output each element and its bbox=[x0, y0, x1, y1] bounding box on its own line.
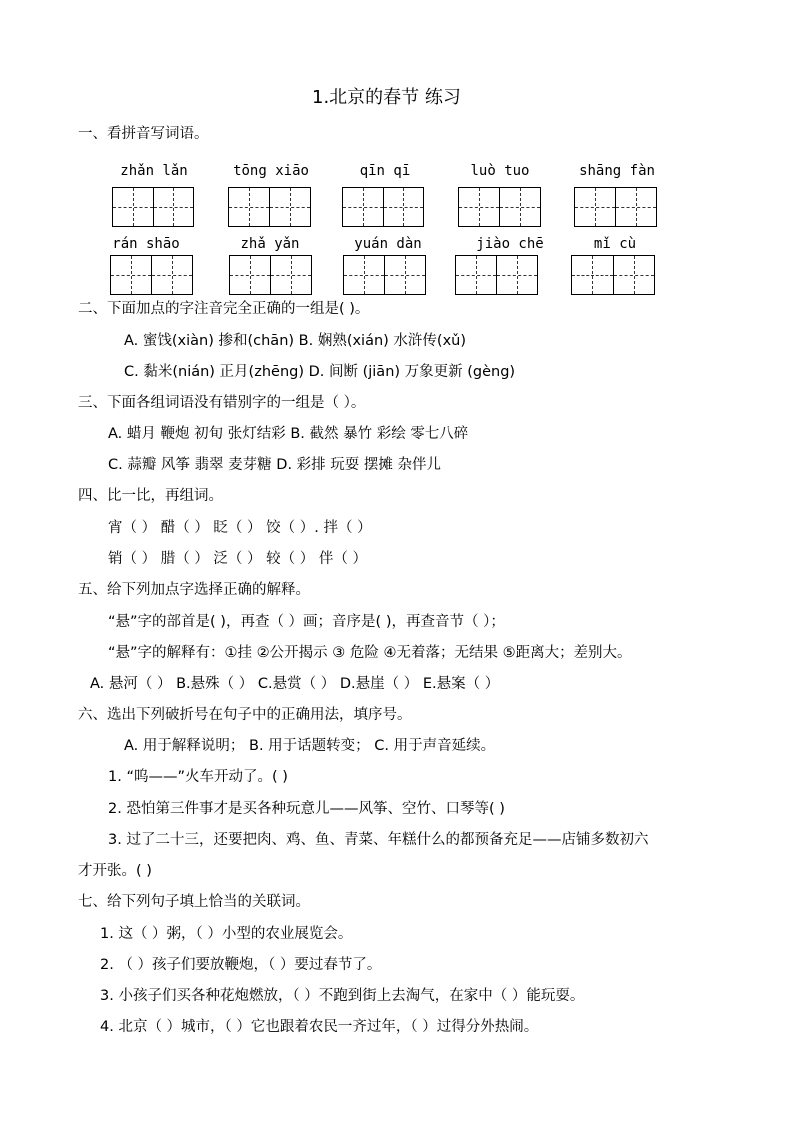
question-line: A. 蜜饯(xiàn) 掺和(chān) B. 娴熟(xián) 水浒传(xǔ) bbox=[124, 333, 467, 349]
pinyin-label: luò tuo bbox=[470, 163, 530, 179]
section-2-heading: 二、下面加点的字注音完全正确的一组是( )。 bbox=[78, 301, 370, 317]
writing-grid[interactable] bbox=[342, 187, 424, 227]
writing-grid[interactable] bbox=[574, 187, 657, 227]
writing-grid[interactable] bbox=[458, 187, 541, 227]
section-7-heading: 七、给下列句子填上恰当的关联词。 bbox=[78, 894, 310, 910]
question-line: 3. 小孩子们买各种花炮燃放，（ ）不跑到街上去淘气，在家中（ ）能玩耍。 bbox=[100, 988, 585, 1004]
section-1-heading: 一、看拼音写词语。 bbox=[78, 126, 209, 142]
options-line: A. 用于解释说明； B. 用于话题转变； C. 用于声音延续。 bbox=[124, 738, 496, 754]
question-line: 2. 恐怕第三件事才是买各种玩意儿——风筝、空竹、口琴等( ) bbox=[108, 801, 505, 817]
question-line: C. 黏米(nián) 正月(zhēng) D. 间断 (jiān) 万象更新 (gèng) bbox=[124, 364, 516, 380]
pinyin-label: zhǎ yǎn bbox=[240, 236, 300, 252]
page-title: 1.北京的春节 练习 bbox=[312, 87, 461, 108]
question-line: 1. 这（ ）粥，（ ）小型的农业展览会。 bbox=[100, 926, 353, 942]
section-6-heading: 六、选出下列破折号在句子中的正确用法，填序号。 bbox=[78, 707, 412, 723]
question-line: A. 悬河（ ） B.悬殊（ ） C.悬赏（ ） D.悬崖（ ） E.悬案（ ） bbox=[90, 676, 500, 692]
pinyin-label: shāng fàn bbox=[579, 163, 655, 179]
question-line: 3. 过了二十三，还要把肉、鸡、鱼、青菜、年糕什么的都预备充足——店铺多数初六 bbox=[108, 832, 649, 848]
question-line: “悬”字的解释有：①挂 ②公开揭示 ③ 危险 ④无着落；无结果 ⑤距离大；差别大。 bbox=[108, 645, 632, 661]
section-3-heading: 三、下面各组词语没有错别字的一组是（ ）。 bbox=[78, 395, 366, 411]
question-line: C. 蒜瓣 风筝 翡翠 麦芽糖 D. 彩排 玩耍 摆摊 杂伴儿 bbox=[108, 457, 441, 473]
writing-grid[interactable] bbox=[571, 255, 655, 295]
writing-grid[interactable] bbox=[343, 255, 426, 295]
question-line: A. 蜡月 鞭炮 初旬 张灯结彩 B. 截然 暴竹 彩绘 零七八碎 bbox=[108, 426, 469, 442]
pinyin-label: jiào chē bbox=[476, 236, 544, 252]
writing-grid[interactable] bbox=[228, 187, 311, 227]
question-line: 4. 北京（ ）城市，（ ）它也跟着农民一齐过年，（ ）过得分外热闹。 bbox=[100, 1019, 539, 1035]
pinyin-label: rán shāo bbox=[112, 236, 180, 252]
writing-grid[interactable] bbox=[455, 255, 538, 295]
writing-grid[interactable] bbox=[229, 255, 312, 295]
writing-grid[interactable] bbox=[112, 187, 194, 227]
question-line: 2. （ ）孩子们要放鞭炮，（ ）要过春节了。 bbox=[100, 957, 382, 973]
writing-grid[interactable] bbox=[110, 255, 193, 295]
question-line: 销（ ） 腊（ ） 泛（ ） 较（ ） 伴（ ） bbox=[108, 551, 367, 567]
pinyin-label: yuán dàn bbox=[354, 236, 422, 252]
pinyin-label: tōng xiāo bbox=[233, 163, 309, 179]
section-5-heading: 五、给下列加点字选择正确的解释。 bbox=[78, 582, 310, 598]
question-line: 宵（ ） 醋（ ） 眨（ ） 饺（ ）. 拌（ ） bbox=[108, 520, 372, 536]
pinyin-label: zhǎn lǎn bbox=[120, 163, 188, 179]
section-4-heading: 四、比一比，再组词。 bbox=[78, 488, 223, 504]
pinyin-label: qīn qī bbox=[359, 163, 411, 179]
pinyin-label: mǐ cù bbox=[593, 236, 637, 252]
question-line: 才开张。( ) bbox=[78, 863, 152, 879]
question-line: “悬”字的部首是( )，再查（ ）画；音序是( )，再查音节（ ）； bbox=[108, 614, 505, 630]
question-line: 1. “呜——”火车开动了。( ) bbox=[108, 769, 288, 785]
